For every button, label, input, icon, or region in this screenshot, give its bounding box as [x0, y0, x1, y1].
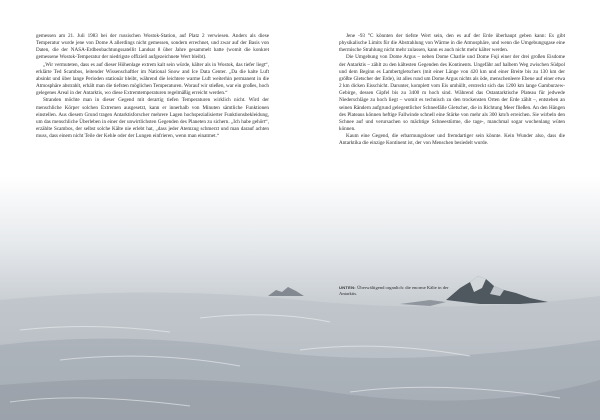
photo-caption: [339, 285, 449, 297]
caption-text: Überwältigend organlich: die enorme Kälte in der Antarktis.: [339, 285, 449, 297]
left-paragraph-3: Stranden möchte man in dieser Gegend mit derartig tiefen Temperaturen wirklich nicht. Wird der menschliche Körper solchen Extremen ausgesetzt, kann er innerhalb von Minuten sämtliche Funktionen einstellen. Aus diesem Grund tragen Antarktisforscher mehrere Lagen hochspezialisierter Funktionsbekleidung, um das menschliche Überleben in einer der unwirtlichsten Gegenden des Planeten zu sichern. „Ich habe gehört“, erzählte Scambos, der selbst solche Kälte nie erlebt hat, „dass jeder Atemzug schmerzt und man darauf achten muss, dass einem nicht Teile der Kehle oder der Lungen einfrieren, wenn man einatmet.“: [36, 97, 269, 140]
right-paragraph-3: Kaum eine Gegend, die erbarmungsloser und fremdartiger sein könnte. Kein Wunder also, dass die Antarktika die einzige Kontinent ist, der von Menschen besiedelt wurde.: [339, 133, 565, 147]
left-text-column: [36, 33, 269, 140]
left-paragraph-1: gemessen am 21. Juli 1983 bei der russischen Wostok-Station, auf Platz 2 verwiesen. Anders als diese Temperatur wurde jene von Dome A allerdings nicht gemessen, sondern errechnet, und zwar auf der Basis von Daten, die der NASA-Erdbeobachtungssatellit Landsat 8 über Jahre gesammelt hatte (womit die konkret gemessene Wostok-Temperatur der niedrigste offiziell aufgezeichnete Wert bleibt).: [36, 33, 269, 61]
right-paragraph-2: Die Umgebung von Dome Argus – neben Dome Charlie und Dome Fuji einer der drei großen Eisdome der Antarktis – zählt zu den kältesten Gegenden des Kontinents. Ungefähr auf halbem Weg zwischen Südpol und dem Beginn es Lambertgletschers (mit einer Länge von 420 km und einer Breite bis zu 130 km der größte Gletscher der Erde), ist alles rund um Dome Argus nichts als öde, menschenleere Ebene auf einer etwa 2 km dicken Eisschicht. Darunter, komplett vom Eis umhüllt, erstreckt sich das 1200 km lange Gamburzew-Gebirge, dessen Gipfel bis zu 3400 m hoch sind. Während das Ostantarktische Plateau für jedwede Niederschläge zu hoch liegt – womit es technisch zu den trockensten Orten der Erde zählt –, entstehen an seinen Rändern aufgrund gelegentlicher Schneefälle Gletscher, die in Richtung Meer fließen. An den Hängen des Plateaus können heftige Fallwinde schnell eine Stärke von mehr als 300 km/h erreichen. Sie wirbeln den Schnee auf und verursachen so mächtige Schneestürme, die tage-, manchmal sogar wochenlang wüten können.: [339, 54, 565, 133]
caption-lead: UNTEN:: [339, 285, 356, 290]
right-paragraph-1: Jene -93 °C könnten der tiefste Wert sein, den es auf der Erde überhaupt geben kann: Es gibt physikalische Limits für die Abstrahlung von Wärme in die Atmosphäre, und wenn die Umgebungsgase eine thermische Strahlung nicht mehr zulassen, kann es auch nicht mehr kälter werden.: [339, 33, 565, 54]
left-paragraph-2: „Wir vermuteten, dass es auf dieser Höhenlage extrem kalt sein würde, kälter als in Wostok, das tiefer liegt“, erklärte Ted Scambos, leitender Wissenschaftler im National Snow and Ice Data Center. „Da die kalte Luft absinkt und über lange Perioden stationär bleibt, während die leichtere warme Luft weiterhin permanent in die Atmosphäre abstrahlt, erhält man die tiefsten möglichen Temperaturen. Worauf wir stießen, war ein großes, hoch gelegenes Areal in der Antarktis, wo diese Extremtemperaturen regelmäßig erreicht werden.“: [36, 61, 269, 97]
right-text-column: [339, 33, 565, 148]
